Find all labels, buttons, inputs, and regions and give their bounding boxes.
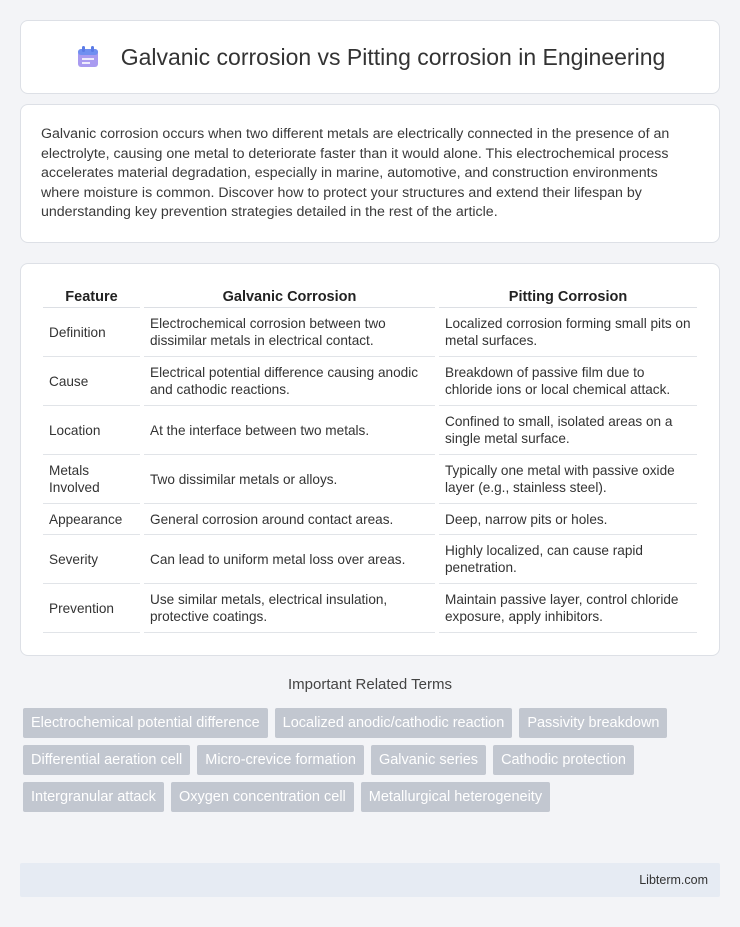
row-feature: Cause [43,357,140,406]
row-feature: Metals Involved [43,455,140,504]
intro-card [20,104,720,243]
row-galvanic: Two dissimilar metals or alloys. [144,455,435,504]
related-terms-heading: Important Related Terms [288,676,452,693]
header-galvanic: Galvanic Corrosion [144,284,435,308]
term-tag[interactable]: Passivity breakdown [519,708,667,738]
row-feature: Severity [43,535,140,584]
term-tag[interactable]: Cathodic protection [493,745,634,775]
row-feature: Appearance [43,504,140,535]
table-header-row [43,284,697,308]
footer [20,863,720,897]
row-galvanic: At the interface between two metals. [144,406,435,455]
row-galvanic: Use similar metals, electrical insulation, protective coatings. [144,584,435,633]
calendar-icon [75,44,101,70]
header-pitting: Pitting Corrosion [439,284,697,308]
row-feature: Location [43,406,140,455]
table-row [43,584,697,633]
table-row [43,406,697,455]
row-galvanic: General corrosion around contact areas. [144,504,435,535]
row-pitting: Confined to small, isolated areas on a single metal surface. [439,406,697,455]
row-feature: Definition [43,308,140,357]
row-pitting: Localized corrosion forming small pits on metal surfaces. [439,308,697,357]
page-title: Galvanic corrosion vs Pitting corrosion in Engineering [120,43,666,70]
table-row [43,455,697,504]
row-pitting: Highly localized, can cause rapid penetration. [439,535,697,584]
term-tag[interactable]: Localized anodic/cathodic reaction [275,708,513,738]
term-tag[interactable]: Micro-crevice formation [197,745,364,775]
footer-site-link[interactable]: Libterm.com [639,873,708,887]
header-feature: Feature [43,284,140,308]
title-card [20,20,720,94]
comparison-card [20,263,720,656]
term-tag[interactable]: Differential aeration cell [23,745,190,775]
term-tag[interactable]: Intergranular attack [23,782,164,812]
related-terms-list [23,708,713,812]
row-pitting: Maintain passive layer, control chloride exposure, apply inhibitors. [439,584,697,633]
table-row [43,308,697,357]
table-row [43,535,697,584]
row-galvanic: Electrochemical corrosion between two dissimilar metals in electrical contact. [144,308,435,357]
row-pitting: Typically one metal with passive oxide layer (e.g., stainless steel). [439,455,697,504]
row-galvanic: Electrical potential difference causing anodic and cathodic reactions. [144,357,435,406]
row-pitting: Breakdown of passive film due to chloride ions or local chemical attack. [439,357,697,406]
comparison-table [39,284,701,633]
term-tag[interactable]: Galvanic series [371,745,486,775]
term-tag[interactable]: Oxygen concentration cell [171,782,354,812]
intro-paragraph: Galvanic corrosion occurs when two different metals are electrically connected in the presence of an electrolyte, causing one metal to deteriorate faster than it would alone. This electrochemical process accelerates material degradation, especially in marine, automotive, and construction environments where moisture is common. Discover how to protect your structures and extend their lifespan by understanding key prevention strategies detailed in the rest of the article. [41,126,670,221]
row-pitting: Deep, narrow pits or holes. [439,504,697,535]
row-feature: Prevention [43,584,140,633]
table-row [43,357,697,406]
term-tag[interactable]: Electrochemical potential difference [23,708,268,738]
term-tag[interactable]: Metallurgical heterogeneity [361,782,550,812]
table-row [43,504,697,535]
row-galvanic: Can lead to uniform metal loss over areas. [144,535,435,584]
